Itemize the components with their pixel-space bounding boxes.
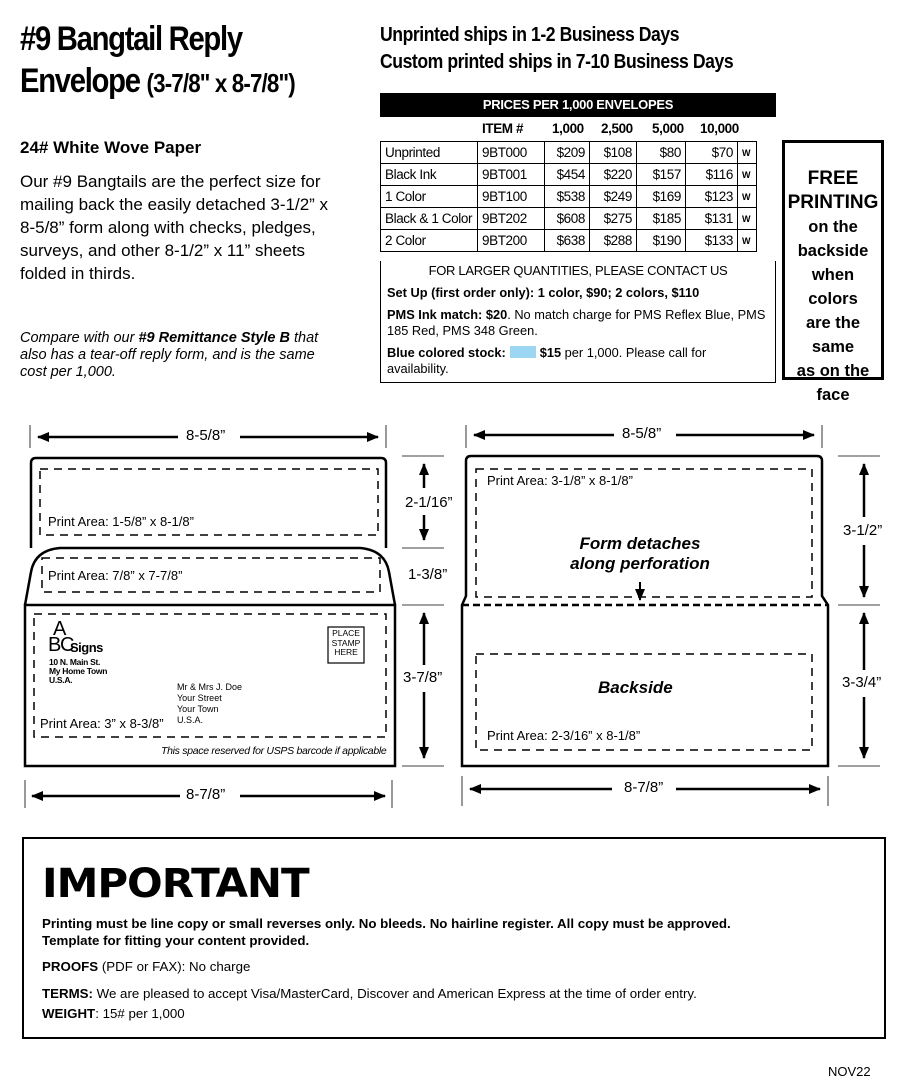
form-note-line: along perforation [570, 554, 710, 573]
price-cell: $169 [637, 186, 686, 208]
print-area-face: Print Area: 3” x 8-3/8” [40, 716, 164, 731]
recipient-address [177, 682, 242, 726]
important-box [22, 837, 886, 1039]
col-item: ITEM # [482, 121, 524, 136]
price-cell: $116 [686, 164, 738, 186]
print-area-back: Print Area: 2-3/16” x 8-1/8” [487, 728, 641, 743]
paper-type: 24# White Wove Paper [20, 138, 202, 157]
dim-face: 3-7/8” [403, 669, 443, 686]
weight-note [42, 1005, 185, 1022]
price-cell: $80 [637, 142, 686, 164]
price-cell: $157 [637, 164, 686, 186]
w-code: W [738, 186, 757, 208]
front-width-bottom: 8-7/8” [186, 786, 226, 803]
front-width-top: 8-5/8” [186, 427, 226, 444]
recipient-line: Your Street [177, 693, 222, 703]
recipient-line: Your Town [177, 704, 219, 714]
back-width-top: 8-5/8” [622, 425, 662, 442]
barcode-note: This space reserved for USPS barcode if applicable [161, 745, 387, 757]
row-item: 9BT100 [478, 186, 545, 208]
compare-suffix: that also has a tear-off reply form, and is the same cost per 1,000. [20, 330, 319, 380]
row-name: 2 Color [381, 230, 478, 252]
free-line: backside [797, 242, 869, 260]
proofs-text: (PDF or FAX): No charge [98, 959, 251, 974]
recipient-line: U.S.A. [177, 715, 204, 725]
title-line1: #9 Bangtail Reply [20, 20, 242, 58]
price-table-header: PRICES PER 1,000 ENVELOPES [380, 93, 776, 117]
important-rules [42, 915, 731, 949]
shipping-custom: Custom printed ships in 7-10 Business Days [380, 51, 734, 73]
weight-text: : 15# per 1,000 [95, 1006, 185, 1021]
price-cell: $538 [545, 186, 590, 208]
return-address [49, 658, 107, 685]
row-item: 9BT202 [478, 208, 545, 230]
logo-signs: Signs [70, 640, 103, 655]
stamp-line: PLACE [332, 628, 360, 638]
row-name: 1 Color [381, 186, 478, 208]
col-5000: 5,000 [652, 121, 684, 136]
w-code: W [738, 142, 757, 164]
dim-form: 3-1/2” [843, 522, 883, 539]
contact-note: FOR LARGER QUANTITIES, PLEASE CONTACT US [428, 263, 728, 278]
row-item: 9BT001 [478, 164, 545, 186]
price-cell: $190 [637, 230, 686, 252]
price-cell: $131 [686, 208, 738, 230]
w-code: W [738, 230, 757, 252]
free-line: FREE [807, 168, 859, 189]
row-item: 9BT200 [478, 230, 545, 252]
price-cell: $185 [637, 208, 686, 230]
blue-text: per 1,000. Please call for availability. [387, 345, 707, 376]
price-cell: $638 [545, 230, 590, 252]
proofs-label: PROOFS [42, 959, 99, 974]
important-title: IMPORTANT [42, 861, 309, 907]
stamp-line: STAMP [331, 637, 361, 648]
price-cell: $608 [545, 208, 590, 230]
price-cell: $108 [590, 142, 637, 164]
form-note-line: Form detaches [579, 534, 701, 553]
col-2500: 2,500 [601, 121, 633, 136]
print-area-mid: Print Area: 7/8” x 7-7/8” [48, 568, 183, 583]
dim-flap: 2-1/16” [405, 494, 453, 511]
row-name: Unprinted [381, 142, 478, 164]
print-area-flap: Print Area: 1-5/8” x 8-1/8” [48, 514, 194, 529]
backside-label: Backside [598, 678, 673, 697]
price-cell: $123 [686, 186, 738, 208]
price-cell: $454 [545, 164, 590, 186]
return-address-line: 10 N. Main St. [49, 657, 101, 667]
product-description: Our #9 Bangtails are the perfect size for mailing back the easily detached 3-1/2” x 8-5/8” form along with checks, pledges, surveys, and other 8-1/2” x 11” sheets folded in thirds. [20, 172, 329, 283]
return-address-line: U.S.A. [49, 675, 73, 685]
title-size: (3-7/8" x 8-7/8") [146, 68, 295, 98]
price-cell: $249 [590, 186, 637, 208]
footer-code: NOV22 [828, 1064, 871, 1079]
price-cell: $220 [590, 164, 637, 186]
logo-b: B [48, 634, 62, 656]
return-address-line: My Home Town [49, 666, 108, 676]
dim-mid: 1-3/8” [408, 566, 448, 583]
row-item: 9BT000 [478, 142, 545, 164]
proofs-note [42, 958, 250, 975]
free-line: as on the [796, 362, 870, 380]
weight-label: WEIGHT [42, 1006, 96, 1021]
price-cell: $209 [545, 142, 590, 164]
free-line: face [816, 386, 850, 404]
terms-label: TERMS: [42, 986, 93, 1001]
print-area-form: Print Area: 3-1/8” x 8-1/8” [487, 473, 633, 488]
w-code: W [738, 164, 757, 186]
free-line: PRINTING [787, 192, 879, 213]
row-name: Black & 1 Color [381, 208, 478, 230]
stamp-line: HERE [334, 647, 358, 657]
terms-text: We are pleased to accept Visa/MasterCard, Discover and American Express at the time of order entry. [92, 986, 697, 1001]
free-line: on the [808, 218, 858, 236]
title-line2: Envelope [20, 62, 140, 100]
logo-c: C [60, 634, 75, 656]
price-cell: $133 [686, 230, 738, 252]
form-detach-note [540, 534, 740, 574]
important-line: Template for fitting your content provided. [42, 933, 310, 948]
logo-a: A [53, 618, 67, 640]
blue-label: Blue colored stock: [387, 345, 506, 360]
terms-note [42, 985, 697, 1002]
price-cell: $70 [686, 142, 738, 164]
dim-back: 3-3/4” [842, 674, 882, 691]
col-10000: 10,000 [700, 121, 739, 136]
free-line: are the same [805, 314, 861, 356]
abc-signs-logo [48, 618, 118, 658]
pms-text: . No match charge for PMS Reflex Blue, PMS 185 Red, PMS 348 Green. [387, 307, 766, 338]
important-line: Printing must be line copy or small reverses only. No bleeds. No hairline register. All copy must be approved. [42, 916, 731, 931]
w-code: W [738, 208, 757, 230]
recipient-line: Mr & Mrs J. Doe [177, 682, 243, 692]
free-line: when colors [808, 266, 858, 308]
compare-prefix: Compare with our [20, 330, 139, 346]
compare-product-link[interactable]: #9 Remittance Style B [138, 330, 290, 346]
row-name: Black Ink [381, 164, 478, 186]
col-1000: 1,000 [552, 121, 584, 136]
shipping-unprinted: Unprinted ships in 1-2 Business Days [380, 24, 680, 46]
stamp-box [328, 629, 364, 658]
blue-price: $15 [539, 345, 562, 360]
price-cell: $275 [590, 208, 637, 230]
pms-label: PMS Ink match: $20 [387, 307, 508, 322]
setup-text: Set Up (first order only): 1 color, $90; 2 colors, $110 [387, 285, 700, 300]
back-width-bottom: 8-7/8” [624, 779, 664, 796]
price-cell: $288 [590, 230, 637, 252]
